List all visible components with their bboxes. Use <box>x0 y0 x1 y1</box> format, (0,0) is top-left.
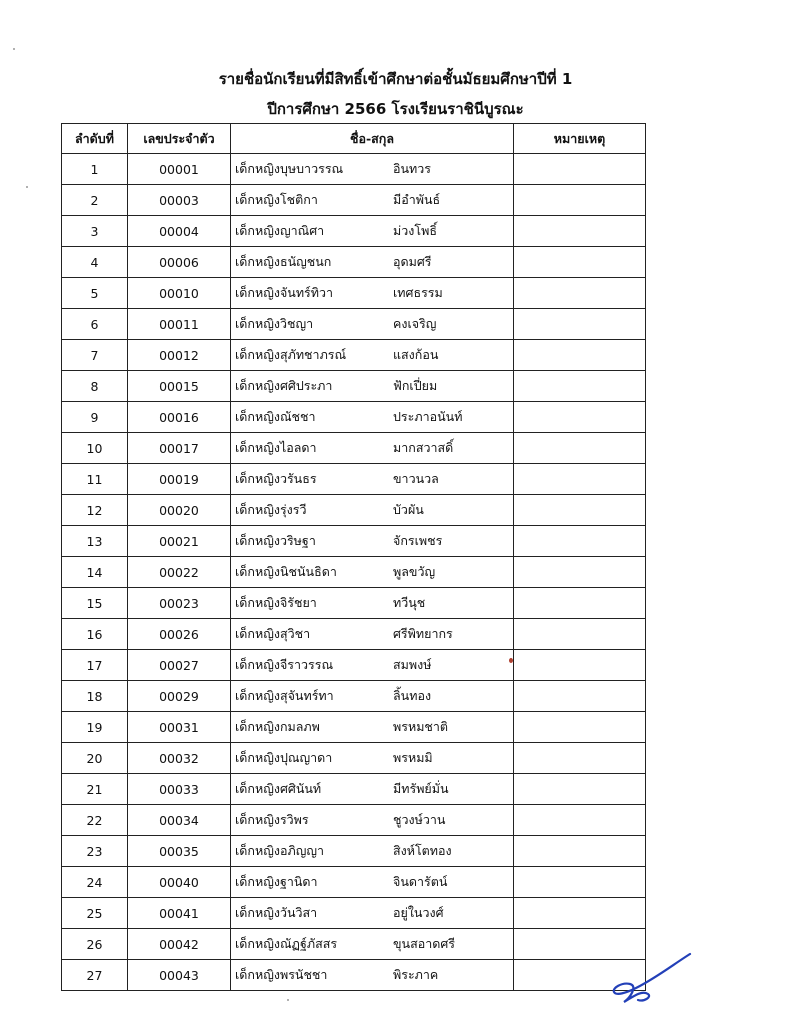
student-id: 00029 <box>128 681 231 712</box>
last-name: พรหมชาติ <box>393 719 449 734</box>
note-cell <box>514 309 646 340</box>
last-name: พูลขวัญ <box>393 564 436 579</box>
table-row <box>62 805 646 836</box>
column-header-note: หมายเหตุ <box>514 124 646 154</box>
student-name <box>231 247 514 278</box>
note-cell <box>514 557 646 588</box>
student-id: 00022 <box>128 557 231 588</box>
first-name: เด็กหญิงอภิญญา <box>235 843 325 858</box>
last-name: มีทรัพย์มั่น <box>393 781 449 796</box>
row-number: 23 <box>62 836 128 867</box>
column-header-id: เลขประจำตัว <box>128 124 231 154</box>
table-row <box>62 681 646 712</box>
table-row <box>62 309 646 340</box>
note-cell <box>514 247 646 278</box>
note-cell <box>514 743 646 774</box>
table-row <box>62 154 646 185</box>
last-name: บัวผัน <box>393 502 424 517</box>
row-number: 15 <box>62 588 128 619</box>
row-number: 2 <box>62 185 128 216</box>
note-cell <box>514 371 646 402</box>
table-row <box>62 867 646 898</box>
note-cell <box>514 836 646 867</box>
table-row <box>62 619 646 650</box>
last-name: ขาวนวล <box>393 471 439 486</box>
table-row <box>62 340 646 371</box>
note-cell <box>514 464 646 495</box>
last-name: อินทวร <box>393 161 432 176</box>
table-row <box>62 929 646 960</box>
student-id: 00043 <box>128 960 231 991</box>
student-name <box>231 867 514 898</box>
last-name: สิงห์โตทอง <box>393 843 452 858</box>
first-name: เด็กหญิงบุษบาวรรณ <box>235 161 344 176</box>
note-cell <box>514 340 646 371</box>
row-number: 3 <box>62 216 128 247</box>
row-number: 20 <box>62 743 128 774</box>
table-row <box>62 495 646 526</box>
row-number: 16 <box>62 619 128 650</box>
first-name: เด็กหญิงนิชนันธิดา <box>235 564 337 579</box>
first-name: เด็กหญิงณัชชา <box>235 409 316 424</box>
last-name: จินดารัตน์ <box>393 874 448 889</box>
student-id: 00012 <box>128 340 231 371</box>
first-name: เด็กหญิงฐานิดา <box>235 874 318 889</box>
note-cell <box>514 495 646 526</box>
student-id: 00034 <box>128 805 231 836</box>
scan-speck <box>287 999 289 1001</box>
row-number: 13 <box>62 526 128 557</box>
table-row <box>62 743 646 774</box>
student-name <box>231 898 514 929</box>
first-name: เด็กหญิงวิชญา <box>235 316 314 331</box>
note-cell <box>514 588 646 619</box>
student-id: 00017 <box>128 433 231 464</box>
last-name: ม่วงโพธิ์ <box>393 223 437 238</box>
row-number: 24 <box>62 867 128 898</box>
student-name <box>231 216 514 247</box>
last-name: อุดมศรี <box>393 254 432 269</box>
row-number: 14 <box>62 557 128 588</box>
row-number: 9 <box>62 402 128 433</box>
note-cell <box>514 526 646 557</box>
first-name: เด็กหญิงสุวิชา <box>235 626 311 641</box>
student-name <box>231 929 514 960</box>
table-row <box>62 712 646 743</box>
student-id: 00004 <box>128 216 231 247</box>
student-id: 00015 <box>128 371 231 402</box>
document-subtitle: ปีการศึกษา 2566 โรงเรียนราชินีบูรณะ <box>267 100 524 118</box>
table-row <box>62 557 646 588</box>
first-name: เด็กหญิงพรนัชชา <box>235 967 328 982</box>
row-number: 4 <box>62 247 128 278</box>
student-name <box>231 185 514 216</box>
table-row <box>62 464 646 495</box>
student-name <box>231 154 514 185</box>
note-cell <box>514 650 646 681</box>
scan-speck <box>13 48 15 50</box>
note-cell <box>514 402 646 433</box>
note-cell <box>514 619 646 650</box>
first-name: เด็กหญิงรวิพร <box>235 812 309 827</box>
table-row <box>62 960 646 991</box>
note-cell <box>514 898 646 929</box>
table-row <box>62 836 646 867</box>
student-name <box>231 340 514 371</box>
column-header-no: ลำดับที่ <box>62 124 128 154</box>
note-cell <box>514 867 646 898</box>
last-name: ขุนสอาดศรี <box>393 936 456 951</box>
first-name: เด็กหญิงณัฏฐ์ภัสสร <box>235 936 338 951</box>
last-name: มีอำพันธ์ <box>393 192 441 207</box>
first-name: เด็กหญิงวริษฐา <box>235 533 316 548</box>
student-name <box>231 402 514 433</box>
row-number: 26 <box>62 929 128 960</box>
table-row <box>62 371 646 402</box>
row-number: 12 <box>62 495 128 526</box>
last-name: ทวีนุช <box>393 595 426 610</box>
student-id: 00033 <box>128 774 231 805</box>
row-number: 5 <box>62 278 128 309</box>
last-name: แสงก้อน <box>393 347 439 362</box>
note-cell <box>514 805 646 836</box>
student-list-table <box>61 123 646 991</box>
row-number: 6 <box>62 309 128 340</box>
student-id: 00041 <box>128 898 231 929</box>
row-number: 25 <box>62 898 128 929</box>
table-row <box>62 247 646 278</box>
note-cell <box>514 154 646 185</box>
row-number: 27 <box>62 960 128 991</box>
student-name <box>231 774 514 805</box>
table-row <box>62 278 646 309</box>
table-row <box>62 650 646 681</box>
student-id: 00032 <box>128 743 231 774</box>
first-name: เด็กหญิงปุณญาดา <box>235 750 333 765</box>
row-number: 10 <box>62 433 128 464</box>
student-id: 00019 <box>128 464 231 495</box>
table-body <box>62 154 646 991</box>
first-name: เด็กหญิงโชติกา <box>235 192 318 207</box>
student-name <box>231 588 514 619</box>
note-cell <box>514 774 646 805</box>
student-id: 00042 <box>128 929 231 960</box>
first-name: เด็กหญิงสุจันทร์ทา <box>235 688 334 703</box>
table-row <box>62 433 646 464</box>
last-name: ศรีพิทยากร <box>393 626 453 641</box>
row-number: 21 <box>62 774 128 805</box>
first-name: เด็กหญิงจิรัชยา <box>235 595 317 610</box>
first-name: เด็กหญิงวรันธร <box>235 471 317 486</box>
student-id: 00016 <box>128 402 231 433</box>
note-cell <box>514 681 646 712</box>
column-header-name: ชื่อ-สกุล <box>231 124 514 154</box>
student-id: 00035 <box>128 836 231 867</box>
first-name: เด็กหญิงรุ่งรวี <box>235 502 307 517</box>
student-id: 00026 <box>128 619 231 650</box>
student-name <box>231 681 514 712</box>
last-name: พิระภาค <box>393 967 439 982</box>
first-name: เด็กหญิงญาณิศา <box>235 223 325 238</box>
first-name: เด็กหญิงศศินันท์ <box>235 781 322 796</box>
student-name <box>231 619 514 650</box>
table-row <box>62 898 646 929</box>
ink-dot <box>509 658 513 663</box>
row-number: 19 <box>62 712 128 743</box>
last-name: จักรเพชร <box>393 533 443 548</box>
note-cell <box>514 185 646 216</box>
table-row <box>62 774 646 805</box>
student-id: 00003 <box>128 185 231 216</box>
student-id: 00027 <box>128 650 231 681</box>
first-name: เด็กหญิงศศิประภา <box>235 378 333 393</box>
student-id: 00010 <box>128 278 231 309</box>
note-cell <box>514 433 646 464</box>
last-name: ฟักเปี่ยม <box>393 378 438 393</box>
note-cell <box>514 278 646 309</box>
student-name <box>231 650 514 681</box>
student-id: 00023 <box>128 588 231 619</box>
last-name: พรหมมิ <box>393 750 433 765</box>
table-row <box>62 588 646 619</box>
document-title: รายชื่อนักเรียนที่มีสิทธิ์เข้าศึกษาต่อชั้นมัธยมศึกษาปีที่ 1 <box>218 70 573 88</box>
last-name: ลิ้นทอง <box>393 688 432 703</box>
student-id: 00011 <box>128 309 231 340</box>
student-name <box>231 433 514 464</box>
table-row <box>62 185 646 216</box>
student-name <box>231 278 514 309</box>
row-number: 11 <box>62 464 128 495</box>
student-id: 00031 <box>128 712 231 743</box>
table-row <box>62 526 646 557</box>
table-header-row <box>62 124 646 154</box>
student-name <box>231 743 514 774</box>
first-name: เด็กหญิงจีราวรรณ <box>235 657 334 672</box>
last-name: คงเจริญ <box>393 316 437 331</box>
student-name <box>231 495 514 526</box>
student-name <box>231 836 514 867</box>
last-name: สมพงษ์ <box>393 657 432 672</box>
student-name <box>231 805 514 836</box>
student-id: 00006 <box>128 247 231 278</box>
last-name: มากสวาสดิ์ <box>393 440 454 455</box>
student-id: 00020 <box>128 495 231 526</box>
student-name <box>231 309 514 340</box>
first-name: เด็กหญิงจันทร์ทิวา <box>235 285 334 300</box>
first-name: เด็กหญิงธนัญชนก <box>235 254 332 269</box>
student-name <box>231 464 514 495</box>
student-name <box>231 960 514 991</box>
student-id: 00021 <box>128 526 231 557</box>
row-number: 22 <box>62 805 128 836</box>
first-name: เด็กหญิงสุภัทชาภรณ์ <box>235 347 347 362</box>
scan-speck <box>26 186 28 188</box>
student-id: 00040 <box>128 867 231 898</box>
row-number: 7 <box>62 340 128 371</box>
note-cell <box>514 712 646 743</box>
student-name <box>231 526 514 557</box>
last-name: ชูวงษ์วาน <box>393 812 446 827</box>
student-name <box>231 371 514 402</box>
last-name: ประภาอนันท์ <box>393 409 463 424</box>
table-row <box>62 402 646 433</box>
row-number: 1 <box>62 154 128 185</box>
row-number: 8 <box>62 371 128 402</box>
row-number: 18 <box>62 681 128 712</box>
last-name: เทศธรรม <box>393 285 443 300</box>
first-name: เด็กหญิงไอลดา <box>235 440 317 455</box>
first-name: เด็กหญิงกมลภพ <box>235 719 320 734</box>
note-cell <box>514 216 646 247</box>
row-number: 17 <box>62 650 128 681</box>
table-row <box>62 216 646 247</box>
student-name <box>231 712 514 743</box>
first-name: เด็กหญิงวันวิสา <box>235 905 318 920</box>
signature-icon <box>612 950 694 1006</box>
last-name: อยู่ในวงศ์ <box>393 905 444 920</box>
student-name <box>231 557 514 588</box>
student-id: 00001 <box>128 154 231 185</box>
